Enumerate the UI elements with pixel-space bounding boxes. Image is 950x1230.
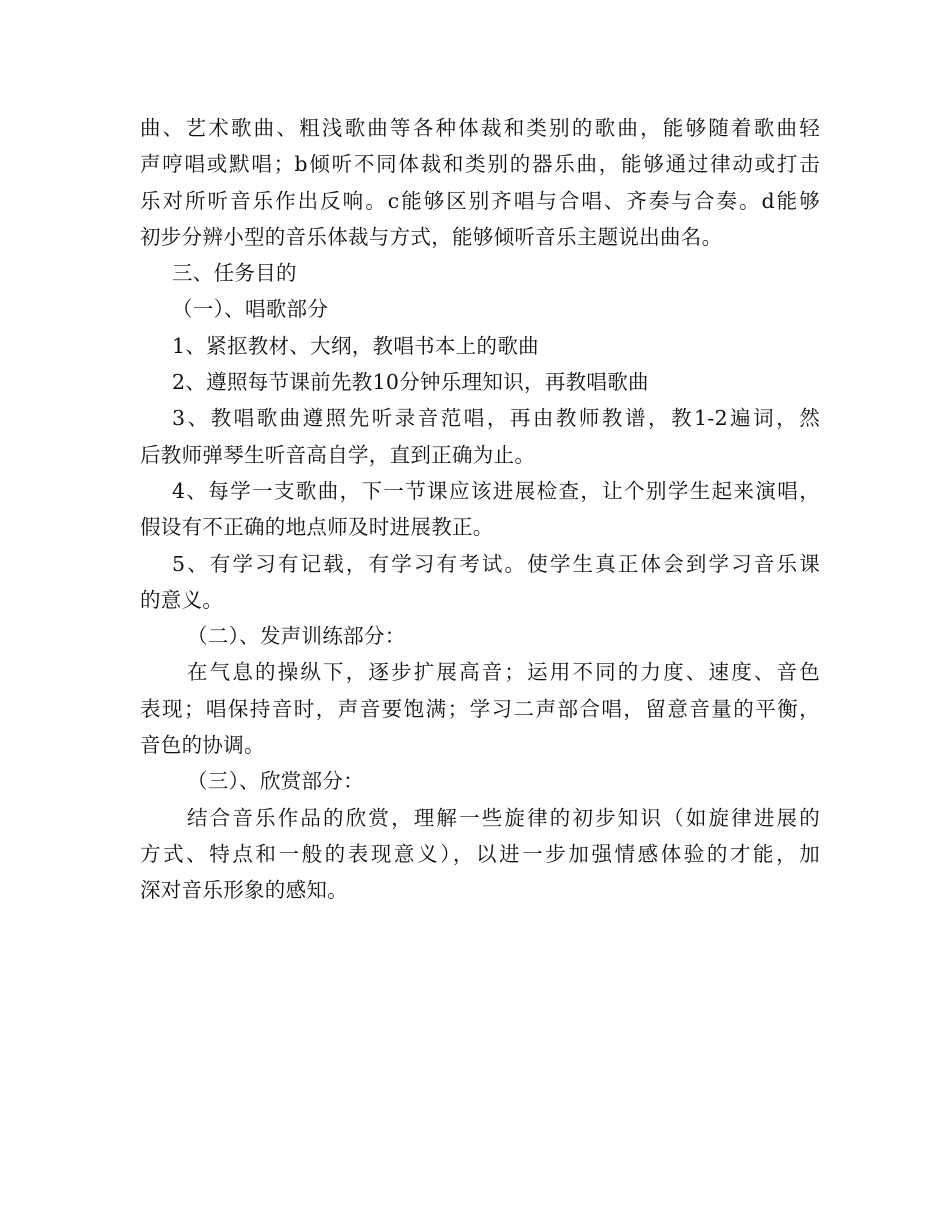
paragraph-line: 表现；唱保持音时，声音要饱满；学习二声部合唱，留意音量的平衡， [140,696,820,721]
text-line: 初步分辨小型的音乐体裁与方式，能够倾听音乐主题说出曲名。 [140,224,723,249]
list-item: 5、有学习有记载，有学习有考试。使学生真正体会到学习音乐课 [172,551,820,576]
section-heading: 三、任务目的 [172,261,297,286]
subsection-heading: （三）、欣赏部分： [187,769,364,794]
text-line: 曲、艺术歌曲、粗浅歌曲等各种体裁和类别的歌曲，能够随着歌曲轻 [140,116,820,140]
subsection-heading: （二）、发声训练部分： [187,624,406,649]
list-item: 3、教唱歌曲遵照先听录音范唱，再由教师教谱，教1-2遍词，然 [172,406,820,431]
text-line: 乐对所听音乐作出反响。c能够区别齐唱与合唱、齐奏与合奏。d能够 [140,188,820,213]
paragraph-line: 结合音乐作品的欣赏，理解一些旋律的初步知识（如旋律进展的 [187,805,820,830]
text-line: 假设有不正确的地点师及时进展教正。 [140,515,494,540]
text-line: 的意义。 [140,587,224,612]
text-line: 声哼唱或默唱；b倾听不同体裁和类别的器乐曲，能够通过律动或打击 [140,152,820,177]
paragraph-line: 音色的协调。 [140,733,265,758]
subsection-heading: （一）、唱歌部分 [172,297,329,322]
list-item: 2、遵照每节课前先教10分钟乐理知识，再教唱歌曲 [172,370,649,395]
paragraph-line: 方式、特点和一般的表现意义），以进一步加强情感体验的才能，加 [140,841,820,866]
paragraph-line: 深对音乐形象的感知。 [140,878,348,903]
list-item: 1、紧抠教材、大纲，教唱书本上的歌曲 [172,333,539,358]
list-item: 4、每学一支歌曲，下一节课应该进展检查，让个别学生起来演唱， [172,478,820,503]
text-line: 后教师弹琴生听音高自学，直到正确为止。 [140,442,536,467]
paragraph-line: 在气息的操纵下，逐步扩展高音；运用不同的力度、速度、音色 [187,660,820,685]
document-body [140,110,820,909]
